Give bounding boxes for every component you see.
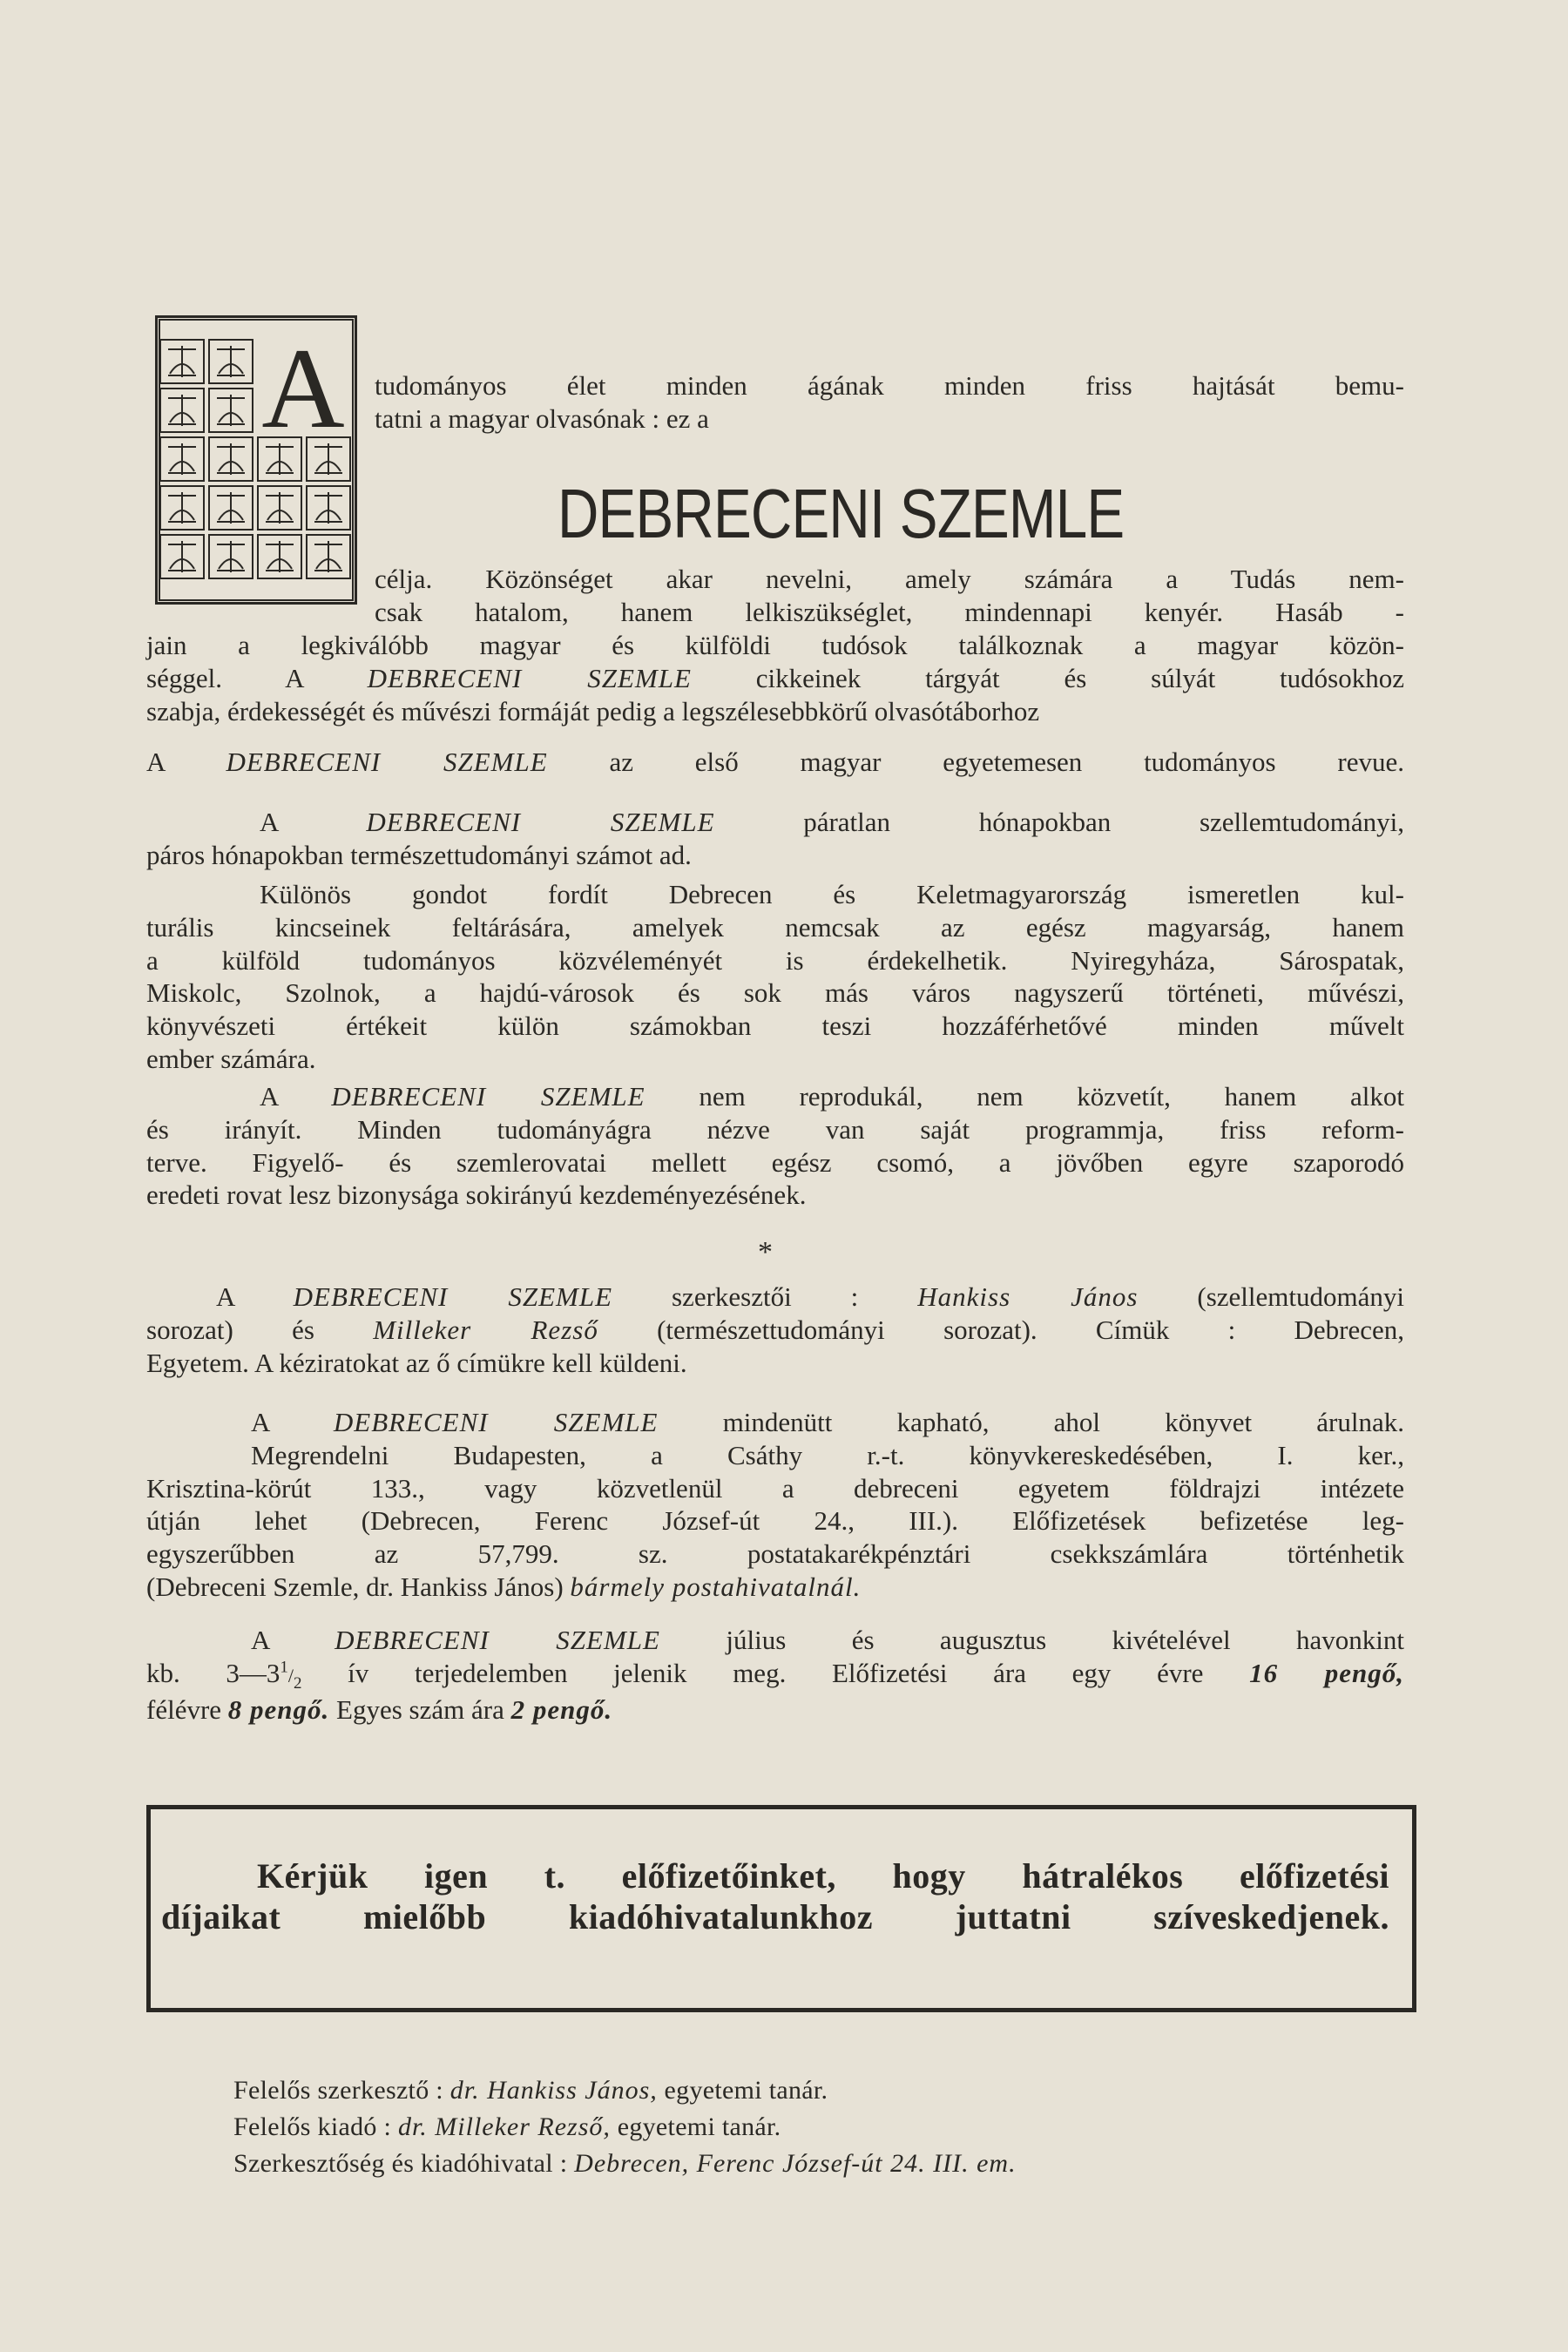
intro-line: tatni a magyar olvasónak : ez a: [375, 402, 709, 434]
body-paragraph: [146, 629, 1404, 727]
initial-letter: A: [261, 324, 345, 452]
text-line: terve. Figyelő- és szemlerovatai mellett egész csomó, a jövőben egyre szaporodó: [146, 1146, 1404, 1178]
text-line: A DEBRECENI SZEMLE mindenütt kapható, ahol könyvet árulnak.: [251, 1407, 1405, 1437]
imprint-line: Felelős kiadó : dr. Milleker Rezső, egyetemi tanár.: [233, 2112, 781, 2141]
text-line: sorozat) és Milleker Rezső (természettudományi sorozat). Címük : Debrecen,: [146, 1314, 1404, 1345]
body-paragraph: [146, 878, 1404, 1076]
intro-line: tudományos élet minden ágának minden friss hajtását bemu-: [375, 370, 1404, 401]
text-line: kb. $3—3^1/_2$ ív terjedelemben jelenik meg. Előfizetési ára egy évre 16 pengő,: [146, 1657, 1404, 1693]
notice-line: Kérjük igen t. előfizetőinket, hogy hátralékos előfizetési: [257, 1856, 1389, 1896]
text-line: turális kincseinek feltárására, amelyek nemcsak az egész magyarság, hanem: [146, 911, 1404, 943]
text-line: a külföld tudományos közvéleményét is érdekelhetik. Nyiregyháza, Sárospatak,: [146, 944, 1404, 976]
text-line: A DEBRECENI SZEMLE az első magyar egyetemesen tudományos revue.: [146, 747, 1404, 777]
body-paragraph: [375, 563, 1404, 629]
notice-text: [161, 1855, 1389, 1937]
imprint-line: Felelős szerkesztő : dr. Hankiss János, egyetemi tanár.: [233, 2076, 828, 2105]
body-paragraph: [146, 1406, 1404, 1604]
imprint-line: Szerkesztőség és kiadóhivatal : Debrecen, Ferenc József-út 24. III. em.: [233, 2149, 1017, 2178]
text-line: Miskolc, Szolnok, a hajdú-városok és sok más város nagyszerű történeti, művészi,: [146, 977, 1404, 1009]
text-line: és irányít. Minden tudományágra nézve van saját programmja, friss reform-: [146, 1113, 1404, 1145]
text-line: (Debreceni Szemle, dr. Hankiss János) bármely postahivatalnál.: [146, 1571, 862, 1603]
notice-line: díjaikat mielőbb kiadóhivatalunkhoz juttatni szíveskedjenek.: [161, 1897, 1389, 1937]
text-line: eredeti rovat lesz bizonysága sokirányú kezdeményezésének.: [146, 1179, 807, 1211]
text-line: csak hatalom, hanem lelkiszükséglet, mindennapi kenyér. Hasáb -: [375, 596, 1404, 627]
text-line: könyvészeti értékeit külön számokban teszi hozzáférhetővé minden művelt: [146, 1010, 1404, 1042]
body-paragraph: [146, 1080, 1404, 1212]
text-line: célja. Közönséget akar nevelni, amely számára a Tudás nem-: [375, 564, 1404, 594]
text-line: egyszerűbben az 57,799. sz. postatakarékpénztári csekkszámlára történhetik: [146, 1538, 1404, 1570]
text-line: A DEBRECENI SZEMLE július és augusztus kivételével havonkint: [251, 1625, 1404, 1655]
text-line: ember számára.: [146, 1044, 316, 1075]
body-paragraph: [146, 806, 1404, 872]
text-line: A DEBRECENI SZEMLE szerkesztői : Hankiss János (szellemtudományi: [216, 1281, 1405, 1312]
text-line: jain a legkiválóbb magyar és külföldi tudósok találkoznak a magyar közön-: [146, 630, 1404, 660]
text-line: Egyetem. A kéziratokat az ő címükre kell küldeni.: [146, 1347, 687, 1378]
text-line: félévre 8 pengő. Egyes szám ára 2 pengő.: [146, 1694, 613, 1726]
text-line: A DEBRECENI SZEMLE nem reprodukál, nem közvetít, hanem alkot: [260, 1081, 1405, 1112]
decorative-initial: [155, 315, 357, 605]
intro-text: [375, 369, 1404, 436]
text-line: szabja, érdekességét és művészi formáját pedig a legszélesebbkörű olvasótáborhoz: [146, 695, 1040, 727]
text-line: Krisztina-körút 133., vagy közvetlenül a debreceni egyetem földrajzi intézete: [146, 1472, 1404, 1504]
text-line: séggel. A DEBRECENI SZEMLE cikkeinek tárgyát és súlyát tudósokhoz: [146, 662, 1404, 693]
text-line: A DEBRECENI SZEMLE páratlan hónapokban szellemtudományi,: [260, 807, 1404, 837]
text-line: páros hónapokban természettudományi számot ad.: [146, 839, 692, 870]
section-separator: *: [758, 1236, 773, 1268]
masthead-title: DEBRECENI SZEMLE: [558, 475, 1125, 552]
text-line: Megrendelni Budapesten, a Csáthy r.-t. könyvkereskedésében, I. ker.,: [251, 1439, 1404, 1470]
text-line: útján lehet (Debrecen, Ferenc József-út 24., III.). Előfizetések befizetése leg-: [146, 1505, 1404, 1537]
body-paragraph: [146, 1624, 1404, 1727]
body-paragraph: [146, 1281, 1404, 1379]
body-paragraph: [146, 746, 1404, 779]
text-line: Különös gondot fordít Debrecen és Keletmagyarország ismeretlen kul-: [260, 879, 1404, 909]
